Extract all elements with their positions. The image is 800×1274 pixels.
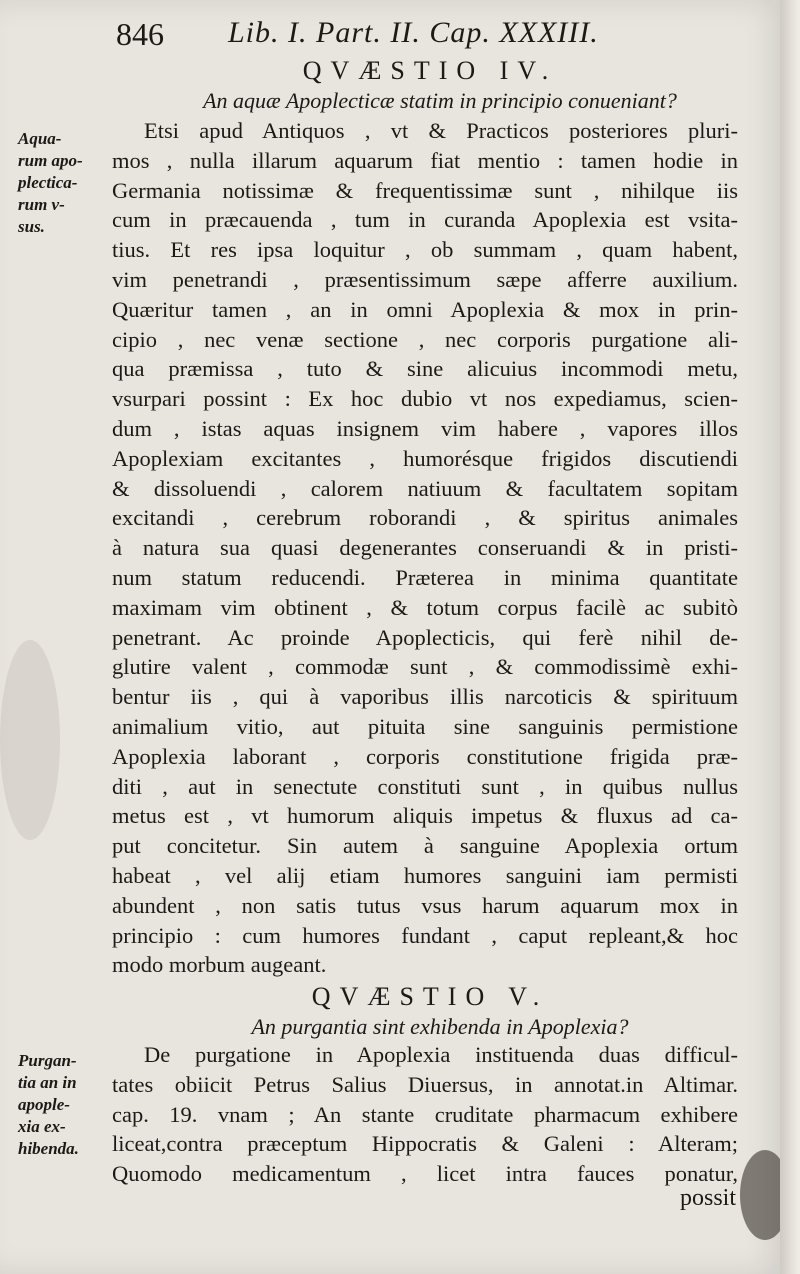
margin-note-q4: Aqua- rum apo- plectica- rum v- sus. xyxy=(18,129,83,236)
section-question-q4: An aquæ Apoplecticæ statim in principio conueniant? xyxy=(203,88,677,113)
text-line: Apoplexia laborant , corporis constitutione frigida præ- xyxy=(112,743,738,769)
body-text-q5 xyxy=(112,1040,738,1189)
text-line: maximam vim obtinent , & totum corpus facilè ac subitò xyxy=(112,594,738,620)
text-line: De purgatione in Apoplexia instituenda duas difficul- xyxy=(144,1042,738,1067)
paper-stain xyxy=(0,640,60,840)
text-line: & dissoluendi , calorem natiuum & facultatem sopitam xyxy=(112,475,738,501)
text-line: à natura sua quasi degenerantes conseruandi & in pristi- xyxy=(112,535,738,561)
text-line: metus est , vt humorum aliquis impetus & fluxus ad ca- xyxy=(112,803,738,829)
running-title: Lib. I. Part. II. Cap. XXXIII. xyxy=(228,16,599,49)
text-line: cap. 19. vnam ; An stante cruditate pharmacum exhibere xyxy=(112,1101,738,1127)
text-line: Germania notissimæ & frequentissimæ sunt , nihilque iis xyxy=(112,177,738,203)
text-line: principio : cum humores fundant , caput repleant,& hoc xyxy=(112,922,738,948)
text-line: excitandi , cerebrum roborandi , & spiritus animales xyxy=(112,505,738,531)
body-text-q4 xyxy=(112,116,738,980)
text-line: mos , nulla illarum aquarum fiat mentio : tamen hodie in xyxy=(112,147,738,173)
text-line: put concitetur. Sin autem à sanguine Apoplexia ortum xyxy=(112,833,738,859)
text-line: modo morbum augeant. xyxy=(112,952,327,978)
section-heading-q4: QVÆSTIO IV. xyxy=(302,56,558,85)
text-line: Quomodo medicamentum , licet intra fauces ponatur, xyxy=(112,1161,738,1187)
text-line: Apoplexiam excitantes , humorésque frigidos discutiendi xyxy=(112,445,738,471)
text-line: Etsi apud Antiquos , vt & Practicos posteriores pluri- xyxy=(144,118,738,143)
text-line: liceat,contra præceptum Hippocratis & Galeni : Alteram; xyxy=(112,1131,738,1157)
section-question-q5: An purgantia sint exhibenda in Apoplexia? xyxy=(251,1014,629,1039)
section-heading-q5: QVÆSTIO V. xyxy=(311,982,549,1011)
page-header xyxy=(110,14,670,54)
page-edge xyxy=(780,0,800,1274)
text-line: cipio , nec venæ sectione , nec corporis purgatione ali- xyxy=(112,326,738,352)
page-number: 846 xyxy=(116,16,164,52)
text-line: habeat , vel alij etiam humores sanguini iam permisti xyxy=(112,862,738,888)
text-line: diti , aut in senectute constituti sunt , in quibus nullus xyxy=(112,773,738,799)
text-line: animalium vitio, aut pituita sine sanguinis permistione xyxy=(112,713,738,739)
text-line: tates obiicit Petrus Salius Diuersus, in annotat.in Altimar. xyxy=(112,1071,738,1097)
text-line: num statum reducendi. Præterea in minima quantitate xyxy=(112,564,738,590)
text-line: cum in præcauenda , tum in curanda Apoplexia est vsita- xyxy=(112,207,738,233)
text-line: glutire valent , commodæ sunt , & commodissimè exhi- xyxy=(112,654,738,680)
text-line: tius. Et res ipsa loquitur , ob summam , quam habent, xyxy=(112,237,738,263)
text-line: bentur iis , qui à vaporibus illis narcoticis & spirituum xyxy=(112,684,738,710)
text-line: qua præmissa , tuto & sine alicuius incommodi metu, xyxy=(112,356,738,382)
text-line: vim penetrandi , præsentissimum sæpe afferre auxilium. xyxy=(112,266,738,292)
text-line: Quæritur tamen , an in omni Apoplexia & mox in prin- xyxy=(112,296,738,322)
text-line: abundent , non satis tutus vsus harum aquarum mox in xyxy=(112,892,738,918)
catchword: possit xyxy=(680,1185,737,1211)
text-line: dum , istas aquas insignem vim habere , vapores illos xyxy=(112,415,738,441)
text-line: vsurpari possint : Ex hoc dubio vt nos expediamus, scien- xyxy=(112,386,738,412)
text-line: penetrant. Ac proinde Apoplecticis, qui ferè nihil de- xyxy=(112,624,738,650)
margin-note-q5: Purgan- tia an in apople- xia ex- hibenda. xyxy=(18,1051,79,1158)
